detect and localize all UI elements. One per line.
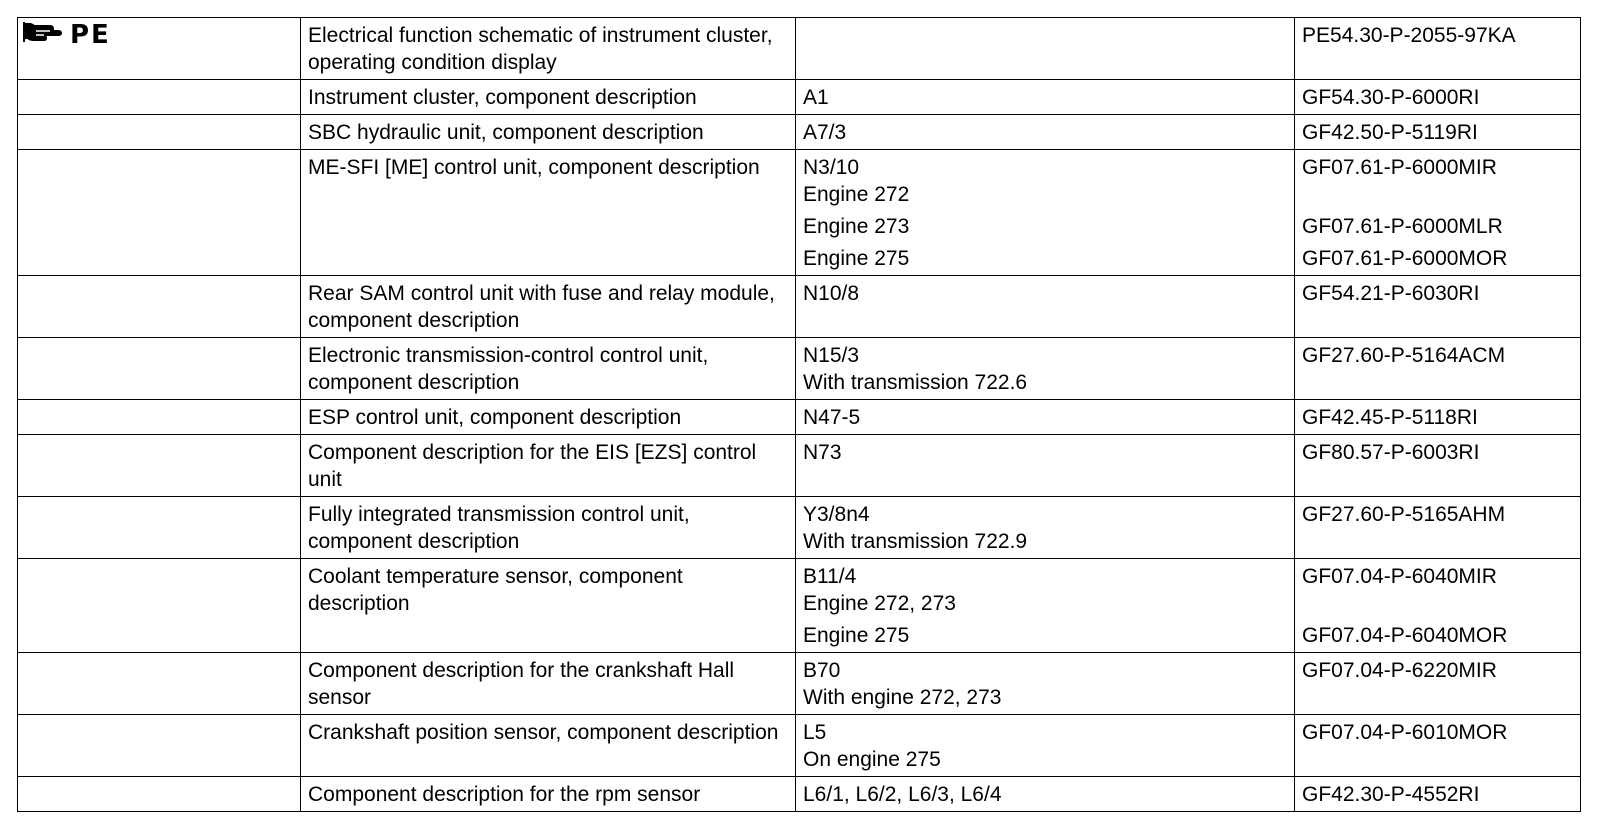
reference-link[interactable]: GF80.57-P-6003RI <box>1302 441 1480 464</box>
reference-link[interactable]: PE54.30-P-2055-97KA <box>1302 24 1516 47</box>
reference-cell <box>1295 80 1581 115</box>
table-row <box>18 435 1581 497</box>
designation-cell <box>796 435 1295 497</box>
description-cell <box>301 18 796 80</box>
reference-cell <box>1295 276 1581 338</box>
table-row <box>18 777 1581 812</box>
row-description: Component description for the crankshaft Hall sensor <box>308 659 735 709</box>
table-row <box>18 338 1581 400</box>
row-description: Electronic transmission-control control unit, component description <box>308 344 709 394</box>
designation: A7/3 <box>803 121 847 144</box>
row-description: Instrument cluster, component description <box>308 86 697 109</box>
description-cell <box>301 338 796 400</box>
designation: N73 <box>803 441 842 464</box>
pointing-hand-icon <box>22 20 66 48</box>
reference-link[interactable]: GF42.45-P-5118RI <box>1302 406 1478 429</box>
designation-cell <box>796 559 1295 653</box>
designation-cell <box>796 715 1295 777</box>
reference-spacer <box>1302 181 1572 208</box>
row-description: Coolant temperature sensor, component description <box>308 565 683 615</box>
reference-cell <box>1295 338 1581 400</box>
reference-link[interactable]: GF54.21-P-6030RI <box>1302 282 1480 305</box>
reference-cell <box>1295 435 1581 497</box>
reference-link[interactable]: GF54.30-P-6000RI <box>1302 86 1480 109</box>
reference-cell <box>1295 115 1581 150</box>
description-cell <box>301 115 796 150</box>
designation-cell <box>796 115 1295 150</box>
empty-cell <box>18 400 301 435</box>
table-row <box>18 559 1581 653</box>
reference-link[interactable]: GF07.61-P-6000MIR <box>1302 156 1497 179</box>
reference-link[interactable]: GF27.60-P-5165AHM <box>1302 503 1506 526</box>
designation-cell <box>796 653 1295 715</box>
description-cell <box>301 559 796 653</box>
row-description: ESP control unit, component description <box>308 406 682 429</box>
designation: B70 <box>803 659 841 682</box>
reference-table <box>17 17 1581 812</box>
reference-cell <box>1295 653 1581 715</box>
row-description: ME-SFI [ME] control unit, component description <box>308 156 760 179</box>
table-row <box>18 150 1581 276</box>
table-row <box>18 400 1581 435</box>
designation-cell <box>796 80 1295 115</box>
row-description: Rear SAM control unit with fuse and relay module, component description <box>308 282 775 332</box>
empty-cell <box>18 338 301 400</box>
reference-cell <box>1295 715 1581 777</box>
reference-link[interactable]: GF27.60-P-5164ACM <box>1302 344 1506 367</box>
table-row <box>18 497 1581 559</box>
description-cell <box>301 715 796 777</box>
reference-cell <box>1295 18 1581 80</box>
designation-cell <box>796 400 1295 435</box>
description-cell <box>301 777 796 812</box>
description-cell <box>301 80 796 115</box>
designation-cell <box>796 497 1295 559</box>
empty-cell <box>18 80 301 115</box>
designation-note: With transmission 722.6 <box>803 371 1028 394</box>
empty-cell <box>18 276 301 338</box>
designation-cell <box>796 276 1295 338</box>
table-row <box>18 653 1581 715</box>
designation: A1 <box>803 86 829 109</box>
table-row <box>18 715 1581 777</box>
designation: N10/8 <box>803 282 860 305</box>
reference-link[interactable]: GF07.61-P-6000MOR <box>1302 247 1508 270</box>
empty-cell <box>18 435 301 497</box>
reference-cell <box>1295 777 1581 812</box>
designation: Y3/8n4 <box>803 503 870 526</box>
designation: L6/1, L6/2, L6/3, L6/4 <box>803 783 1002 806</box>
empty-cell <box>18 653 301 715</box>
designation-note: On engine 275 <box>803 748 941 771</box>
reference-cell <box>1295 497 1581 559</box>
designation-note: With engine 272, 273 <box>803 686 1002 709</box>
reference-spacer <box>1302 590 1572 617</box>
designation-note: Engine 275 <box>803 247 910 270</box>
description-cell <box>301 276 796 338</box>
empty-cell <box>18 559 301 653</box>
row-description: Electrical function schematic of instrument cluster, operating condition display <box>308 24 773 74</box>
row-description: Component description for the rpm sensor <box>308 783 701 806</box>
reference-cell <box>1295 400 1581 435</box>
empty-cell <box>18 715 301 777</box>
designation: N15/3 <box>803 344 860 367</box>
reference-sheet <box>17 17 1580 812</box>
pe-marker-cell <box>18 18 301 80</box>
pe-label: PE <box>70 20 111 50</box>
reference-link[interactable]: GF42.50-P-5119RI <box>1302 121 1478 144</box>
reference-link[interactable]: GF07.61-P-6000MLR <box>1302 215 1503 238</box>
description-cell <box>301 400 796 435</box>
designation-cell <box>796 338 1295 400</box>
description-cell <box>301 435 796 497</box>
designation: B11/4 <box>803 565 857 588</box>
designation-note: Engine 272, 273 <box>803 592 956 615</box>
reference-link[interactable]: GF07.04-P-6040MOR <box>1302 624 1508 647</box>
reference-cell <box>1295 559 1581 653</box>
row-description: Crankshaft position sensor, component description <box>308 721 779 744</box>
designation-note: Engine 273 <box>803 215 910 238</box>
row-description: Component description for the EIS [EZS] control unit <box>308 441 757 491</box>
designation: N3/10 <box>803 156 860 179</box>
reference-link[interactable]: GF07.04-P-6040MIR <box>1302 565 1497 588</box>
designation: L5 <box>803 721 827 744</box>
designation: N47-5 <box>803 406 861 429</box>
reference-link[interactable]: GF42.30-P-4552RI <box>1302 783 1480 806</box>
designation-note: Engine 275 <box>803 624 910 647</box>
designation-note: With transmission 722.9 <box>803 530 1028 553</box>
reference-cell <box>1295 150 1581 276</box>
empty-cell <box>18 150 301 276</box>
description-cell <box>301 653 796 715</box>
table-row <box>18 115 1581 150</box>
reference-link[interactable]: GF07.04-P-6220MIR <box>1302 659 1497 682</box>
designation-cell <box>796 777 1295 812</box>
row-description: SBC hydraulic unit, component description <box>308 121 704 144</box>
designation-cell <box>796 150 1295 276</box>
description-cell <box>301 497 796 559</box>
reference-link[interactable]: GF07.04-P-6010MOR <box>1302 721 1508 744</box>
table-row <box>18 276 1581 338</box>
designation-cell <box>796 18 1295 80</box>
empty-cell <box>18 497 301 559</box>
description-cell <box>301 150 796 276</box>
empty-cell <box>18 115 301 150</box>
table-row <box>18 18 1581 80</box>
row-description: Fully integrated transmission control unit, component description <box>308 503 690 553</box>
designation-note: Engine 272 <box>803 183 910 206</box>
table-row <box>18 80 1581 115</box>
empty-cell <box>18 777 301 812</box>
